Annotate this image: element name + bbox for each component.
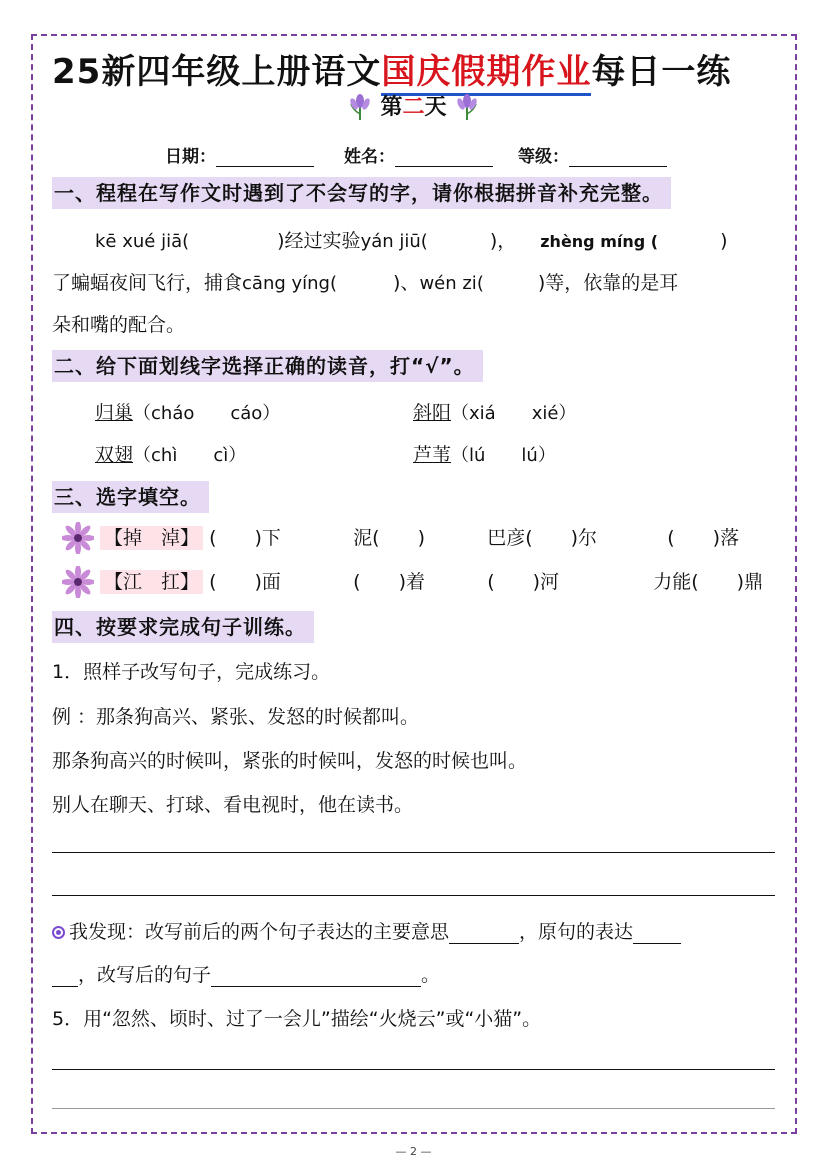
pinyin-choice-item: 归巢（cháo cáo） xyxy=(95,402,281,424)
discovery-line-2: ，改写后的句子 。 xyxy=(52,960,440,987)
discovery-blank[interactable] xyxy=(211,968,421,987)
date-field: 日期： xyxy=(165,142,314,167)
pinyin-choice-item: 芦苇（lú lú） xyxy=(413,444,556,466)
prompt-sentence: 别人在聊天、打球、看电视时，他在读书。 xyxy=(52,794,414,816)
section-1-line-3: 朵和嘴的配合。 xyxy=(52,314,186,336)
page-number: — 2 — xyxy=(395,1145,432,1158)
flower-icon xyxy=(454,94,480,122)
name-field: 姓名： xyxy=(344,142,493,167)
rewritten-sentence: 那条狗高兴的时候叫，紧张的时候叫，发怒的时候也叫。 xyxy=(52,750,528,772)
discovery-blank[interactable] xyxy=(52,968,78,987)
fill-row-1: 【掉 淖】 ( )下 泥( ) 巴彦( )尔 ( )落 xyxy=(62,522,739,554)
section-3-heading: 三、选字填空。 xyxy=(52,481,209,513)
date-blank[interactable] xyxy=(216,148,314,167)
section-1-line-2: 了蝙蝠夜间飞行，捕食cāng yíng( )、wén zi( )等，依靠的是耳 xyxy=(52,272,679,294)
section-1-heading: 一、程程在写作文时遇到了不会写的字，请你根据拼音补充完整。 xyxy=(52,177,671,209)
pinyin-choice-item: 双翅（chì cì） xyxy=(95,444,247,466)
name-blank[interactable] xyxy=(395,148,493,167)
answer-line[interactable] xyxy=(52,852,775,853)
daisy-icon xyxy=(62,566,94,598)
discovery-blank[interactable] xyxy=(449,925,519,944)
page-title: 25新四年级上册语文国庆假期作业每日一练 xyxy=(52,44,731,93)
title-highlight: 国庆假期作业 xyxy=(381,52,591,96)
grade-blank[interactable] xyxy=(569,148,667,167)
question-1: 1．照样子改写句子，完成练习。 xyxy=(52,661,331,683)
discovery-line-1: 我发现：改写前后的两个句子表达的主要意思 ，原句的表达 xyxy=(52,917,681,944)
flower-icon xyxy=(347,94,373,122)
section-2-heading: 二、给下面划线字选择正确的读音，打“√”。 xyxy=(52,350,483,382)
fill-row-2: 【江 扛】 ( )面 ( )着 ( )河 力能( )鼎 xyxy=(62,566,763,598)
daisy-icon xyxy=(62,522,94,554)
pinyin-choice-item: 斜阳（xiá xié） xyxy=(413,402,577,424)
example-sentence: 例 ：那条狗高兴、紧张、发怒的时候都叫。 xyxy=(52,706,420,728)
answer-line[interactable] xyxy=(52,1069,775,1070)
day-label: 第二天 xyxy=(0,90,827,122)
section-1-line-1: kē xué jiā( )经过实验yán jiū( )， zhèng míng ( ) xyxy=(95,230,728,252)
answer-line[interactable] xyxy=(52,1108,775,1109)
bullet-icon xyxy=(52,926,65,939)
question-5: 5．用“忽然、顷时、过了一会儿”描绘“火烧云”或“小猫”。 xyxy=(52,1008,542,1030)
grade-field: 等级： xyxy=(518,142,667,167)
section-4-heading: 四、按要求完成句子训练。 xyxy=(52,611,314,643)
answer-line[interactable] xyxy=(52,895,775,896)
discovery-blank[interactable] xyxy=(633,925,681,944)
